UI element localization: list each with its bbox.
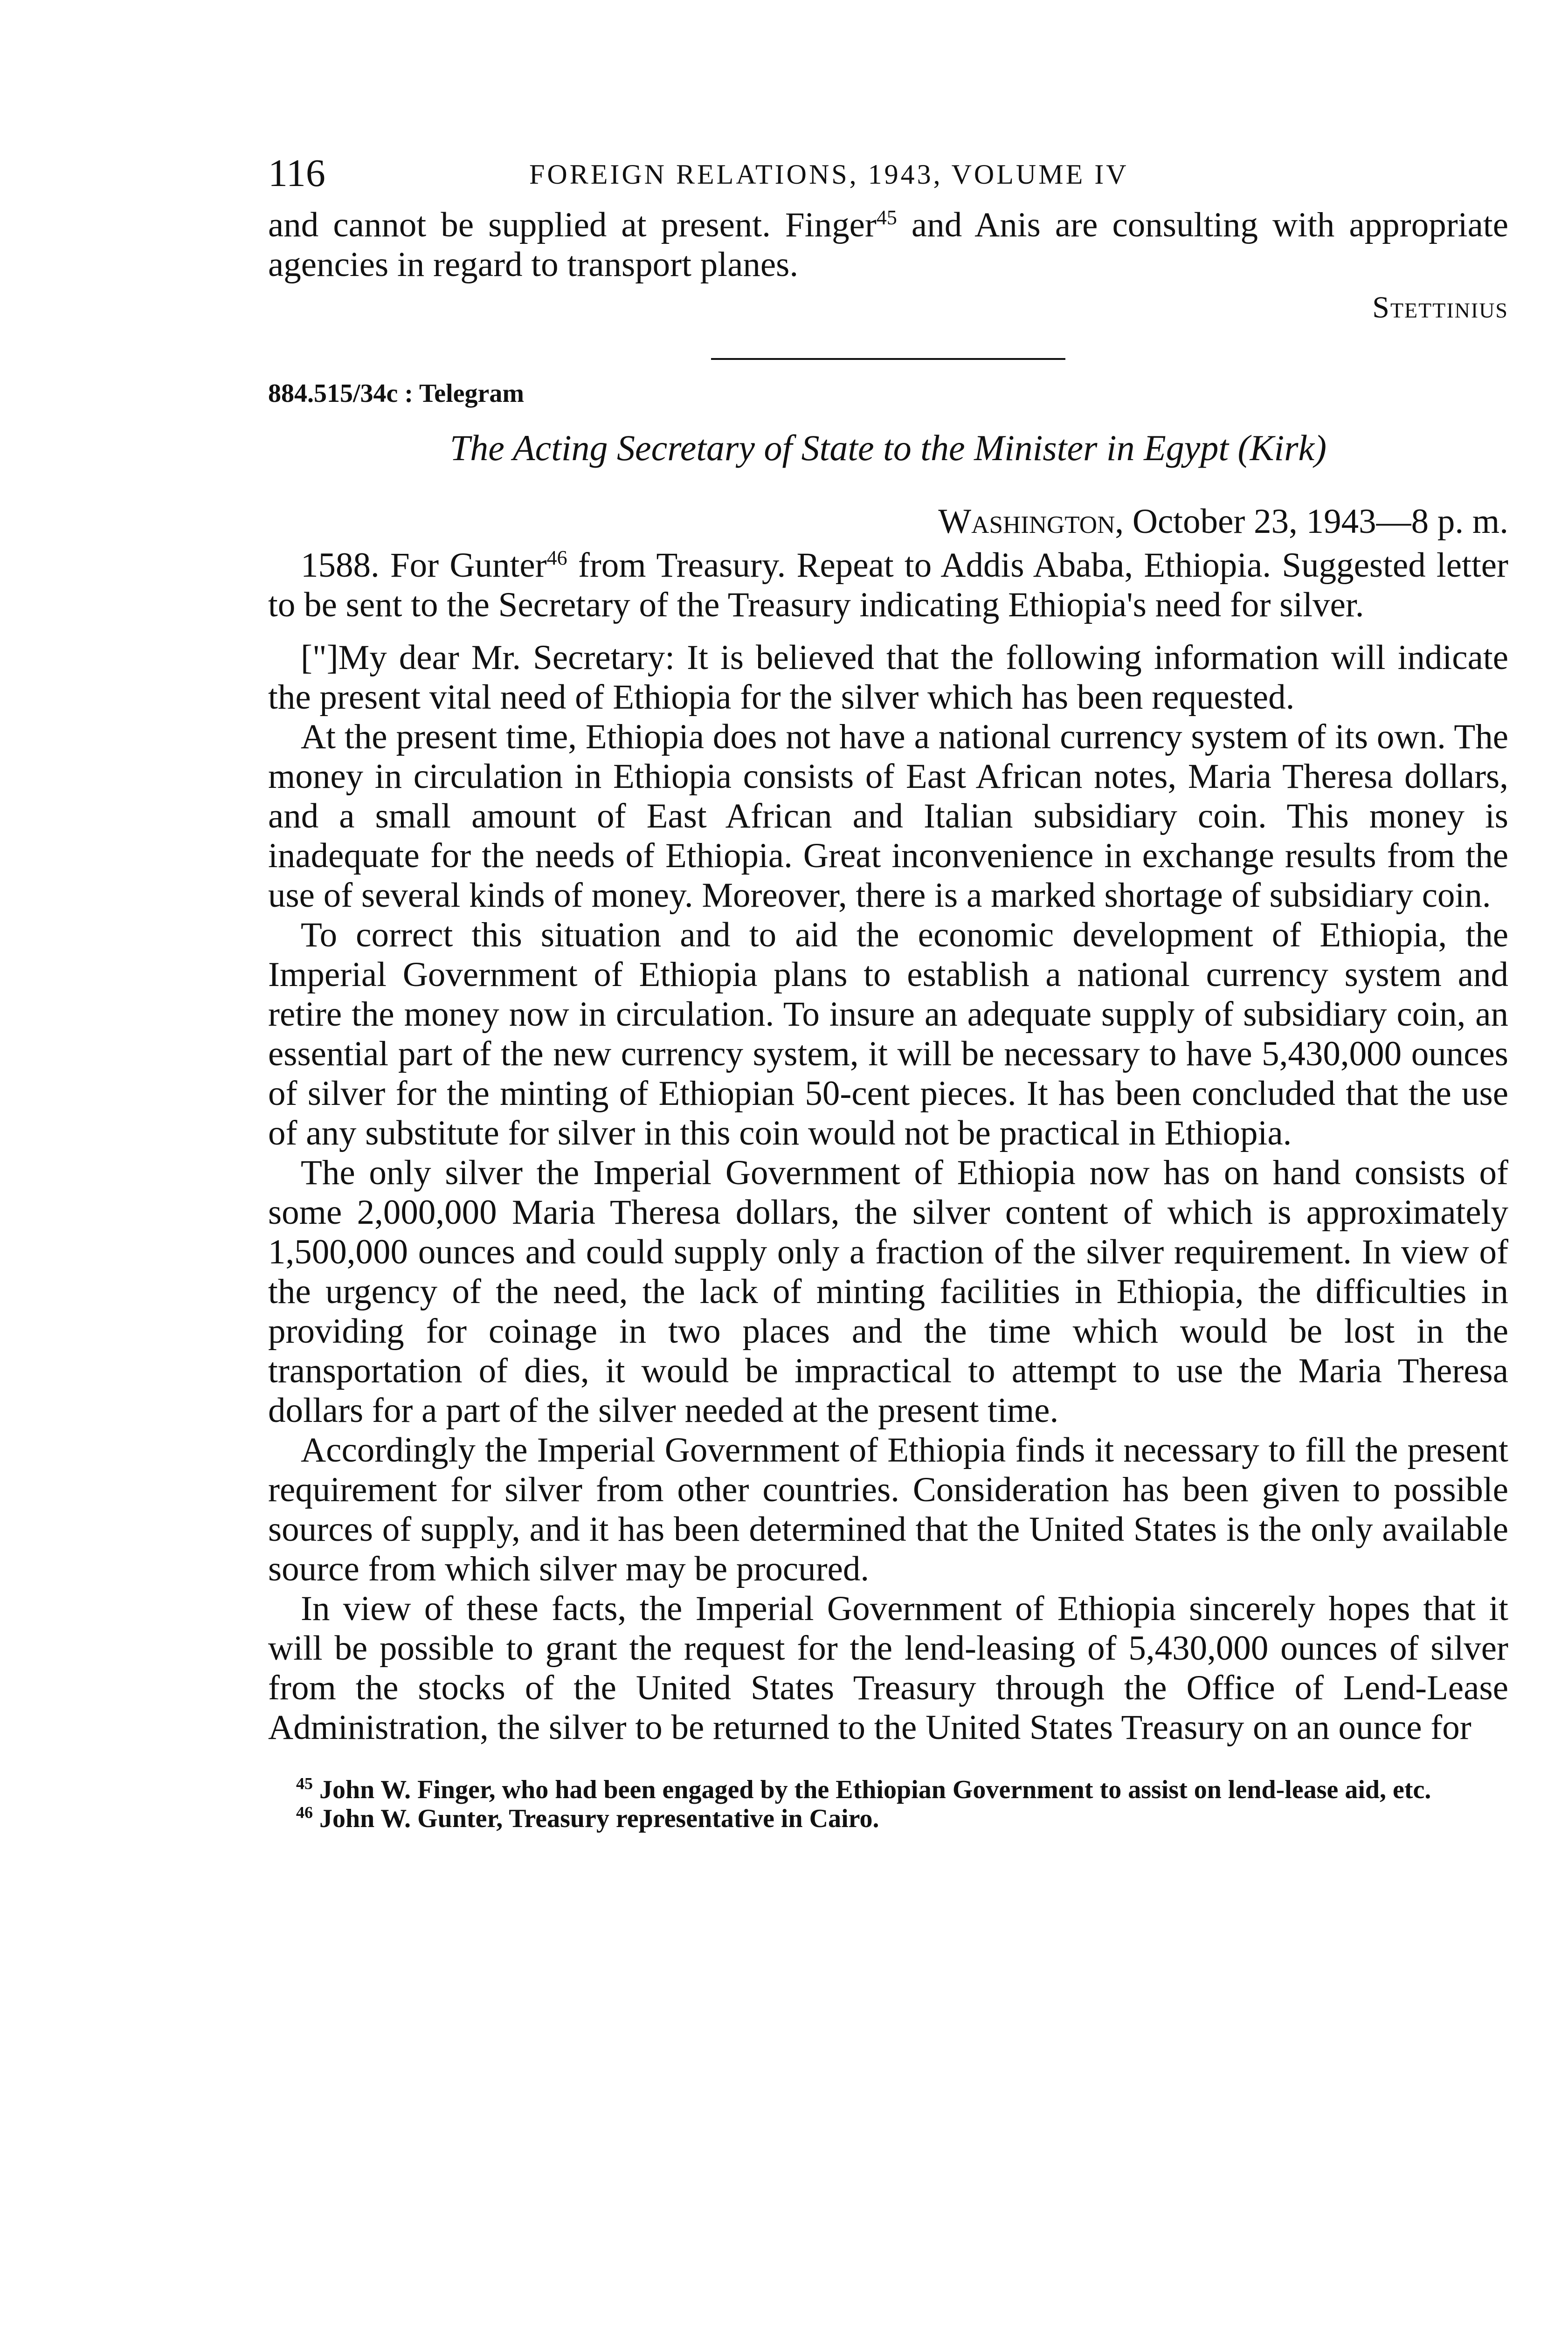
letter-paragraph: At the present time, Ethiopia does not have a national currency system of its own. The money in circulation in Ethiopia consists of East African notes, Maria Theresa dollars, and a small amount of East African and Italian subsidiary coin. This money is inadequate for the needs of Ethiopia. Great inconvenience in exchange results from the use of several kinds of money. Moreover, there is a marked shortage of subsidiary coin. bbox=[268, 717, 1508, 915]
footnotes bbox=[268, 1775, 1508, 1833]
running-head: FOREIGN RELATIONS, 1943, VOLUME IV bbox=[529, 159, 1129, 190]
page-number: 116 bbox=[268, 152, 325, 195]
continuation-text-end: and Anis are consulting with appropriate agencies in regard to transport planes. bbox=[268, 206, 1508, 284]
letter-paragraph: The only silver the Imperial Government of Ethiopia now has on hand consists of some 2,000,000 Maria Theresa dollars, the silver content of which is approximately 1,500,000 ounces and could supply only a fraction of the silver requirement. In view of the urgency of the need, the lack of minting facilities in Ethiopia, the difficulties in providing for coinage in two places and the time which would be lost in the transportation of dies, it would be impractical to attempt to use the Maria Theresa dollars for a part of the silver needed at the present time. bbox=[268, 1153, 1508, 1430]
footnote-46 bbox=[268, 1804, 1508, 1833]
continuation-text: and cannot be supplied at present. Finger bbox=[268, 206, 877, 244]
footnote-mark: 46 bbox=[296, 1803, 313, 1822]
document-title: The Acting Secretary of State to the Minister in Egypt (Kirk) bbox=[449, 428, 1327, 468]
file-reference: 884.515/34c : Telegram bbox=[268, 379, 525, 408]
dateline-date: October 23, 1943—8 p. m. bbox=[1124, 502, 1508, 541]
letter-paragraph: To correct this situation and to aid the economic development of Ethiopia, the Imperial Government of Ethiopia plans to establish a national currency system and retire the money now in circulation. To insure an adequate supply of subsidiary coin, an essential part of the new currency system, it will be necessary to have 5,430,000 ounces of silver for the minting of Ethiopian 50-cent pieces. It has been concluded that the use of any substitute for silver in this coin would not be practical in Ethiopia. bbox=[268, 916, 1508, 1152]
dateline-place: Washington, bbox=[938, 502, 1124, 541]
footnote-text: John W. Finger, who had been engaged by the Ethiopian Government to assist on lend-lease aid, etc. bbox=[313, 1775, 1431, 1804]
letter-paragraph: ["]My dear Mr. Secretary: It is believed that the following information will indicate the present vital need of Ethiopia for the silver which has been requested. bbox=[268, 638, 1508, 717]
footnote-reference[interactable]: 46 bbox=[546, 546, 567, 569]
footnote-45 bbox=[268, 1775, 1508, 1804]
page-header bbox=[268, 154, 1508, 205]
section-divider bbox=[711, 358, 1065, 360]
telegram-intro bbox=[268, 545, 1508, 625]
letter-paragraph: Accordingly the Imperial Government of Ethiopia finds it necessary to fill the present requirement for silver from other countries. Consideration has been given to possible sources of supply, and it has been determined that the United States is the only available source from which silver may be procured. bbox=[268, 1431, 1508, 1588]
intro-text-end: from Treasury. Repeat to Addis Ababa, Ethiopia. Suggested letter to be sent to the Secretary of the Treasury indicating Ethiopia's need for silver. bbox=[268, 546, 1508, 624]
footnote-text: John W. Gunter, Treasury representative in Cairo. bbox=[313, 1804, 879, 1833]
continuation-paragraph bbox=[268, 205, 1508, 284]
document-page bbox=[268, 154, 1508, 1833]
signature: Stettinius bbox=[1372, 290, 1508, 324]
intro-text: 1588. For Gunter bbox=[301, 546, 547, 585]
footnote-reference[interactable]: 45 bbox=[876, 206, 897, 229]
dateline bbox=[268, 502, 1508, 542]
letter-paragraph: In view of these facts, the Imperial Government of Ethiopia sincerely hopes that it will be possible to grant the request for the lend-leasing of 5,430,000 ounces of silver from the stocks of the United States Treasury through the Office of Lend-Lease Administration, the silver to be returned to the United States Treasury on an ounce for bbox=[268, 1589, 1508, 1747]
footnote-mark: 45 bbox=[296, 1774, 313, 1793]
